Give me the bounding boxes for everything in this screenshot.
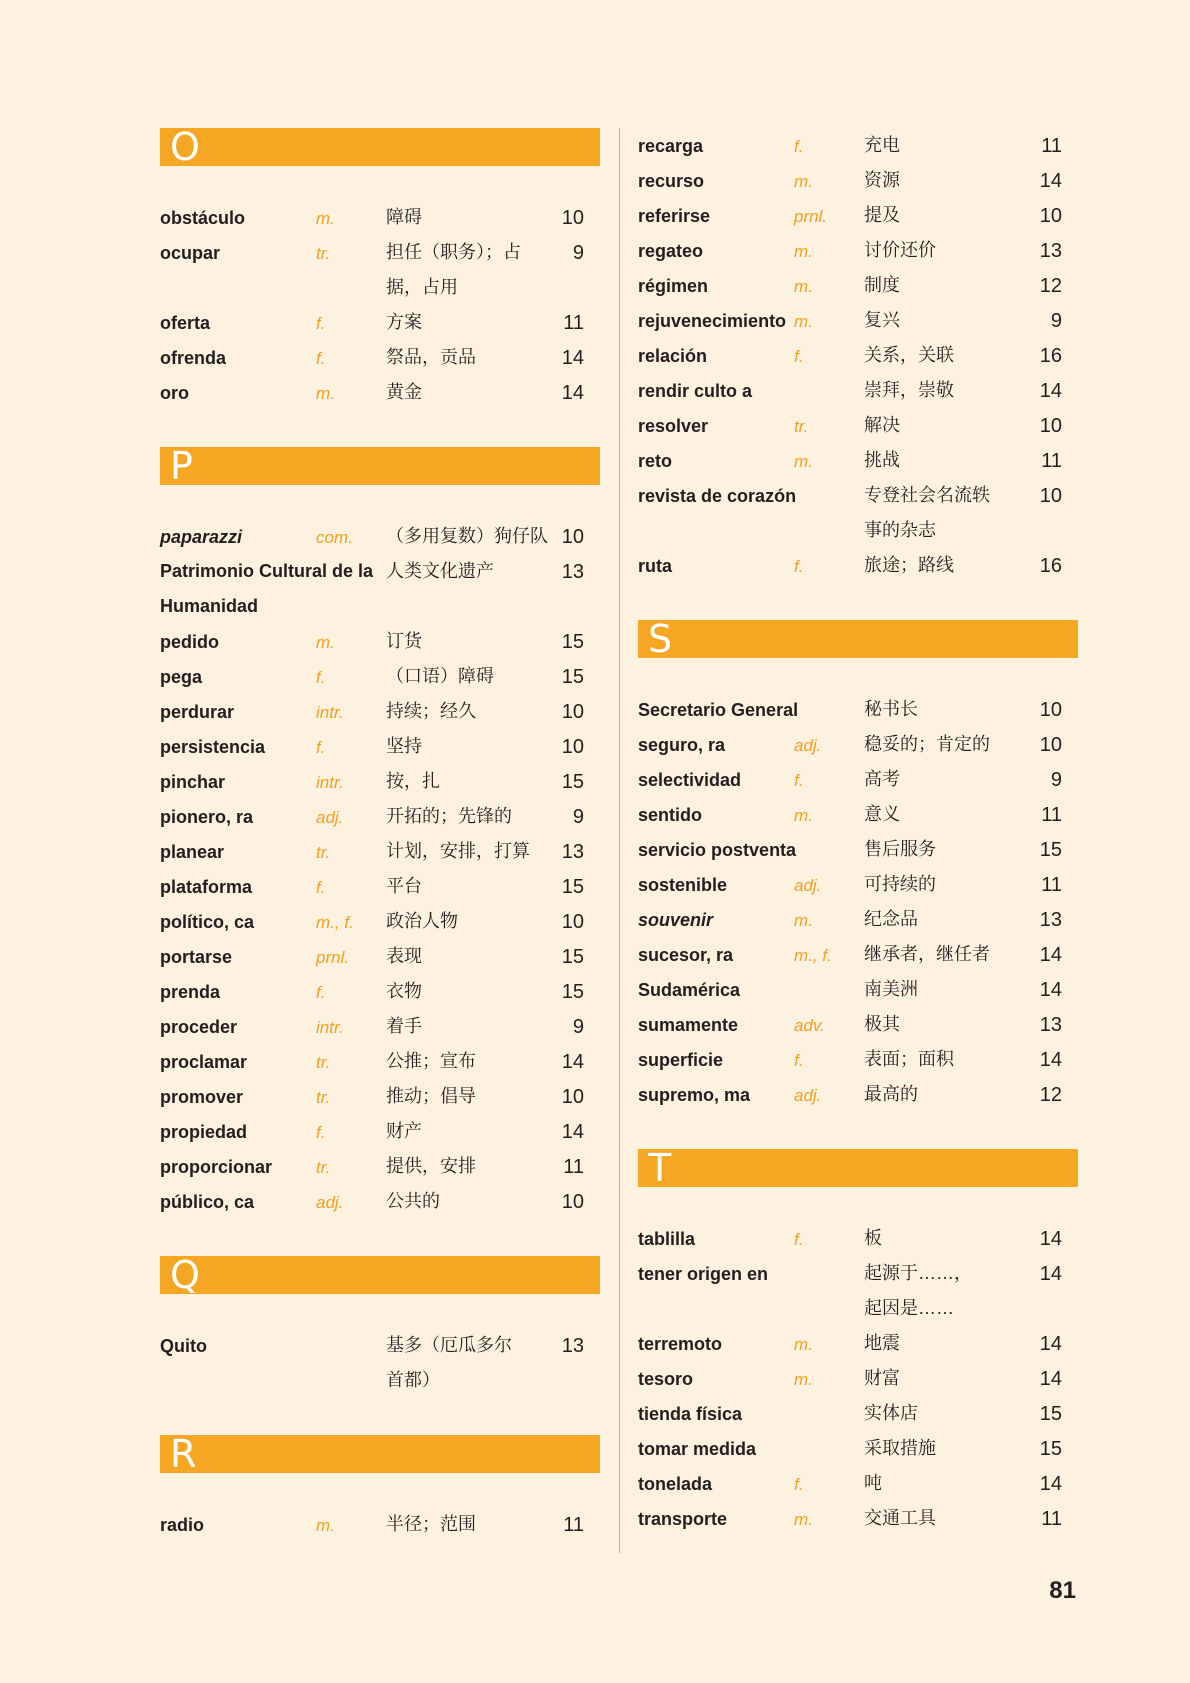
entry-unit: 13 bbox=[1039, 240, 1062, 262]
entry-unit: 10 bbox=[561, 911, 584, 933]
entry-translation: 着手 bbox=[386, 1016, 422, 1036]
entry-unit: 14 bbox=[1039, 1333, 1062, 1355]
entry-word: resolver bbox=[638, 416, 709, 436]
entry-pos: f. bbox=[316, 878, 326, 897]
entry-word: sostenible bbox=[638, 875, 728, 895]
entry-pos: f. bbox=[316, 314, 326, 333]
entry-pos: f. bbox=[316, 983, 326, 1002]
entry-word: recurso bbox=[638, 171, 705, 191]
entry-word: perdurar bbox=[160, 702, 235, 722]
entry-word: oferta bbox=[160, 313, 211, 333]
entry-unit: 10 bbox=[561, 1086, 584, 1108]
section-letter: R bbox=[170, 1432, 197, 1476]
entry-translation: 人类文化遗产 bbox=[386, 561, 494, 581]
entry-unit: 10 bbox=[1039, 485, 1062, 507]
entry-translation: 专登社会名流轶事的杂志 bbox=[864, 485, 990, 540]
entry-unit: 13 bbox=[1039, 1014, 1062, 1036]
section-letter: Q bbox=[170, 1253, 200, 1297]
entry-pos: f. bbox=[794, 557, 804, 576]
entry-word: obstáculo bbox=[160, 208, 246, 228]
entry-word: tener origen en bbox=[638, 1264, 769, 1284]
entry-unit: 15 bbox=[561, 981, 584, 1003]
entry-translation: 制度 bbox=[864, 275, 900, 295]
entry-pos: tr. bbox=[316, 1088, 331, 1107]
entry-translation: 地震 bbox=[864, 1333, 900, 1353]
entry-unit: 10 bbox=[561, 736, 584, 758]
entry-unit: 14 bbox=[1039, 1368, 1062, 1390]
entry-word: plataforma bbox=[160, 877, 253, 897]
entry-translation: 崇拜，崇敬 bbox=[864, 380, 954, 400]
entry-translation: 板 bbox=[864, 1228, 882, 1248]
entry-word: supremo, ma bbox=[638, 1085, 751, 1105]
entry-word: propiedad bbox=[160, 1122, 248, 1142]
entry-pos: adj. bbox=[794, 1086, 822, 1105]
entry-pos: intr. bbox=[316, 703, 344, 722]
entry-pos: f. bbox=[316, 349, 326, 368]
entry-pos: tr. bbox=[316, 1158, 331, 1177]
entry-pos: m. bbox=[316, 384, 335, 403]
entry-pos: adv. bbox=[794, 1016, 825, 1035]
entry-unit: 11 bbox=[1041, 1508, 1062, 1530]
entry-pos: m. bbox=[316, 1516, 335, 1535]
entry-unit: 10 bbox=[561, 526, 584, 548]
section-header-r bbox=[160, 1432, 600, 1476]
entry-word: proclamar bbox=[160, 1052, 248, 1072]
entry-translation: 提及 bbox=[864, 205, 900, 225]
entry-word: superficie bbox=[638, 1050, 724, 1070]
entry-word: relación bbox=[638, 346, 708, 366]
entry-word: rendir culto a bbox=[638, 381, 753, 401]
section-header-t bbox=[638, 1146, 1078, 1190]
entry-translation: 障碍 bbox=[386, 207, 422, 227]
entry-pos: com. bbox=[316, 528, 353, 547]
entry-unit: 10 bbox=[561, 701, 584, 723]
entry-translation: 南美洲 bbox=[864, 979, 918, 999]
entry-word: seguro, ra bbox=[638, 735, 726, 755]
entry-word: tablilla bbox=[638, 1229, 696, 1249]
entry-pos: m. bbox=[794, 312, 813, 331]
entry-unit: 16 bbox=[1039, 345, 1062, 367]
entry-unit: 16 bbox=[1039, 555, 1062, 577]
entry-word: prenda bbox=[160, 982, 221, 1002]
entry-pos: m. bbox=[316, 209, 335, 228]
entry-translation: 坚持 bbox=[386, 736, 422, 756]
entry-translation: 表现 bbox=[386, 946, 422, 966]
entry-word: planear bbox=[160, 842, 225, 862]
entry-pos: f. bbox=[316, 1123, 326, 1142]
entry-word: portarse bbox=[160, 947, 233, 967]
entry-word: terremoto bbox=[638, 1334, 723, 1354]
entry-translation: 讨价还价 bbox=[864, 240, 936, 260]
entry-pos: m. bbox=[794, 1335, 813, 1354]
column-divider bbox=[619, 128, 620, 1553]
entry-unit: 15 bbox=[1039, 839, 1062, 861]
entry-unit: 15 bbox=[561, 876, 584, 898]
section-header-o bbox=[160, 125, 600, 169]
entry-pos: f. bbox=[794, 347, 804, 366]
entry-unit: 14 bbox=[1039, 1228, 1062, 1250]
entry-unit: 9 bbox=[1050, 310, 1062, 332]
entry-word: Sudamérica bbox=[638, 980, 741, 1000]
entry-unit: 14 bbox=[1039, 1263, 1062, 1285]
entry-translation: 高考 bbox=[864, 769, 900, 789]
entry-pos: f. bbox=[794, 137, 804, 156]
entry-pos: m. bbox=[794, 452, 813, 471]
entry-translation: （口语）障碍 bbox=[386, 666, 494, 686]
entry-unit: 15 bbox=[561, 631, 584, 653]
entry-translation: 吨 bbox=[864, 1473, 882, 1493]
entry-translation: 极其 bbox=[864, 1014, 900, 1034]
entry-word: tomar medida bbox=[638, 1439, 757, 1459]
entry-word: persistencia bbox=[160, 737, 266, 757]
entry-word: pedido bbox=[160, 632, 219, 652]
section-letter: S bbox=[648, 617, 673, 661]
section-letter: T bbox=[648, 1146, 672, 1190]
entry-pos: prnl. bbox=[794, 207, 828, 226]
entry-unit: 12 bbox=[1039, 1084, 1062, 1106]
entry-unit: 9 bbox=[572, 1016, 584, 1038]
entry-unit: 9 bbox=[1050, 769, 1062, 791]
entry-translation: 祭品，贡品 bbox=[386, 347, 476, 367]
entry-translation: 充电 bbox=[864, 135, 900, 155]
entry-unit: 15 bbox=[561, 771, 584, 793]
entry-unit: 14 bbox=[1039, 979, 1062, 1001]
entry-pos: m. bbox=[794, 172, 813, 191]
entry-pos: adj. bbox=[316, 1193, 344, 1212]
entry-word: pionero, ra bbox=[160, 807, 254, 827]
entry-unit: 10 bbox=[561, 1191, 584, 1213]
entry-pos: intr. bbox=[316, 1018, 344, 1037]
entry-translation: 财产 bbox=[386, 1121, 422, 1141]
entry-word: referirse bbox=[638, 206, 711, 226]
entry-word: selectividad bbox=[638, 770, 742, 790]
entry-unit: 10 bbox=[1039, 205, 1062, 227]
entry-word: Patrimonio Cultural de la Humanidad bbox=[160, 561, 374, 616]
entry-unit: 10 bbox=[1039, 415, 1062, 437]
entry-word: régimen bbox=[638, 276, 709, 296]
entry-translation: 继承者，继任者 bbox=[864, 944, 990, 964]
entry-unit: 14 bbox=[1039, 944, 1062, 966]
entry-word: reto bbox=[638, 451, 673, 471]
entry-translation: 订货 bbox=[386, 631, 422, 651]
entry-translation: 提供，安排 bbox=[386, 1156, 476, 1176]
entry-word: transporte bbox=[638, 1509, 728, 1529]
entry-unit: 14 bbox=[1039, 170, 1062, 192]
entry-translation: 实体店 bbox=[864, 1403, 918, 1423]
entry-translation: 挑战 bbox=[864, 450, 900, 470]
entry-pos: m. bbox=[316, 633, 335, 652]
entry-pos: f. bbox=[316, 668, 326, 687]
entry-unit: 9 bbox=[572, 806, 584, 828]
entry-word: tienda física bbox=[638, 1404, 743, 1424]
entry-pos: m. bbox=[794, 806, 813, 825]
entry-word: revista de corazón bbox=[638, 486, 797, 506]
entry-translation: 秘书长 bbox=[864, 699, 918, 719]
entry-word: ocupar bbox=[160, 243, 221, 263]
entry-translation: 表面；面积 bbox=[864, 1049, 954, 1069]
entry-translation: 财富 bbox=[864, 1368, 900, 1388]
entry-unit: 9 bbox=[572, 242, 584, 264]
entry-translation: 复兴 bbox=[864, 310, 900, 330]
entry-pos: tr. bbox=[316, 843, 331, 862]
entry-word: oro bbox=[160, 383, 189, 403]
entry-unit: 11 bbox=[1041, 135, 1062, 157]
entry-word: proceder bbox=[160, 1017, 238, 1037]
entry-translation: 意义 bbox=[864, 804, 900, 824]
entry-translation: （多用复数）狗仔队 bbox=[386, 526, 548, 546]
section-header-q bbox=[160, 1253, 600, 1297]
entry-translation: 基多（厄瓜多尔首都） bbox=[386, 1335, 512, 1390]
entry-unit: 14 bbox=[1039, 380, 1062, 402]
entry-unit: 14 bbox=[561, 1121, 584, 1143]
entry-pos: m., f. bbox=[316, 913, 354, 932]
entry-pos: m. bbox=[794, 277, 813, 296]
entry-pos: adj. bbox=[794, 876, 822, 895]
entry-unit: 10 bbox=[1039, 699, 1062, 721]
entry-pos: adj. bbox=[316, 808, 344, 827]
entry-unit: 10 bbox=[561, 207, 584, 229]
entry-pos: intr. bbox=[316, 773, 344, 792]
entry-word: servicio postventa bbox=[638, 840, 797, 860]
entry-translation: 开拓的；先锋的 bbox=[386, 806, 512, 826]
entry-translation: 公推；宣布 bbox=[386, 1051, 476, 1071]
entry-unit: 14 bbox=[561, 347, 584, 369]
entry-translation: 推动；倡导 bbox=[386, 1086, 476, 1106]
entry-pos: m., f. bbox=[794, 946, 832, 965]
entry-unit: 15 bbox=[561, 946, 584, 968]
page-number: 81 bbox=[1049, 1577, 1076, 1604]
entry-pos: f. bbox=[794, 1230, 804, 1249]
entry-unit: 10 bbox=[1039, 734, 1062, 756]
entry-translation: 公共的 bbox=[386, 1191, 440, 1211]
section-letter: P bbox=[170, 444, 193, 488]
entry-unit: 11 bbox=[563, 1156, 584, 1178]
entry-unit: 13 bbox=[561, 561, 584, 583]
entry-pos: f. bbox=[794, 1475, 804, 1494]
entry-word: pinchar bbox=[160, 772, 226, 792]
entry-word: radio bbox=[160, 1515, 205, 1535]
entry-translation: 方案 bbox=[386, 312, 422, 332]
entry-pos: f. bbox=[316, 738, 326, 757]
entry-translation: 可持续的 bbox=[864, 874, 936, 894]
entry-translation: 计划，安排，打算 bbox=[386, 841, 530, 861]
section-letter: O bbox=[170, 125, 200, 169]
entry-translation: 平台 bbox=[386, 876, 422, 896]
entry-unit: 11 bbox=[563, 312, 584, 334]
entry-word: político, ca bbox=[160, 912, 255, 932]
entry-pos: tr. bbox=[794, 417, 809, 436]
entry-translation: 售后服务 bbox=[864, 839, 936, 859]
entry-translation: 按，扎 bbox=[386, 771, 440, 791]
entry-word: tesoro bbox=[638, 1369, 694, 1389]
entry-translation: 解决 bbox=[864, 415, 900, 435]
entry-word: rejuvenecimiento bbox=[638, 311, 787, 331]
entry-word: Quito bbox=[160, 1336, 207, 1356]
entry-unit: 14 bbox=[561, 1051, 584, 1073]
entry-unit: 15 bbox=[561, 666, 584, 688]
entry-translation: 政治人物 bbox=[386, 911, 458, 931]
section-header-p bbox=[160, 444, 600, 488]
entry-pos: prnl. bbox=[316, 948, 350, 967]
entry-word: regateo bbox=[638, 241, 704, 261]
entry-word: ruta bbox=[638, 556, 673, 576]
entry-pos: f. bbox=[794, 771, 804, 790]
entry-unit: 15 bbox=[1039, 1403, 1062, 1425]
entry-translation: 持续；经久 bbox=[386, 701, 476, 721]
entry-word: paparazzi bbox=[160, 527, 243, 547]
entry-translation: 担任（职务）；占据，占用 bbox=[386, 242, 521, 297]
entry-unit: 14 bbox=[561, 382, 584, 404]
entry-translation: 最高的 bbox=[864, 1084, 918, 1104]
entry-unit: 13 bbox=[1039, 909, 1062, 931]
entry-translation: 半径；范围 bbox=[386, 1514, 476, 1534]
entry-word: promover bbox=[160, 1087, 244, 1107]
entry-unit: 11 bbox=[563, 1514, 584, 1536]
entry-translation: 衣物 bbox=[386, 981, 422, 1001]
entry-unit: 13 bbox=[561, 841, 584, 863]
entry-pos: tr. bbox=[316, 1053, 331, 1072]
entry-translation: 稳妥的；肯定的 bbox=[864, 734, 990, 754]
entry-pos: tr. bbox=[316, 244, 331, 263]
entry-pos: m. bbox=[794, 1370, 813, 1389]
entry-translation: 资源 bbox=[864, 170, 900, 190]
entry-unit: 11 bbox=[1041, 450, 1062, 472]
entry-word: sentido bbox=[638, 805, 703, 825]
entry-word: ofrenda bbox=[160, 348, 227, 368]
entry-pos: f. bbox=[794, 1051, 804, 1070]
entry-unit: 12 bbox=[1039, 275, 1062, 297]
entry-word: proporcionar bbox=[160, 1157, 273, 1177]
entry-translation: 关系，关联 bbox=[864, 345, 954, 365]
entry-translation: 旅途；路线 bbox=[864, 555, 954, 575]
entry-pos: adj. bbox=[794, 736, 822, 755]
entry-word: sumamente bbox=[638, 1015, 739, 1035]
entry-translation: 采取措施 bbox=[864, 1438, 936, 1458]
entry-word: souvenir bbox=[638, 910, 714, 930]
entry-translation: 交通工具 bbox=[864, 1508, 936, 1528]
entry-word: Secretario General bbox=[638, 700, 799, 720]
entry-pos: m. bbox=[794, 911, 813, 930]
entry-word: pega bbox=[160, 667, 203, 687]
entry-word: sucesor, ra bbox=[638, 945, 734, 965]
section-header-s bbox=[638, 617, 1078, 661]
entry-unit: 14 bbox=[1039, 1049, 1062, 1071]
entry-unit: 11 bbox=[1041, 804, 1062, 826]
entry-pos: m. bbox=[794, 1510, 813, 1529]
entry-unit: 14 bbox=[1039, 1473, 1062, 1495]
entry-word: público, ca bbox=[160, 1192, 255, 1212]
entry-translation: 黄金 bbox=[386, 382, 422, 402]
entry-unit: 11 bbox=[1041, 874, 1062, 896]
entry-word: tonelada bbox=[638, 1474, 713, 1494]
entry-translation: 纪念品 bbox=[864, 909, 918, 929]
entry-word: recarga bbox=[638, 136, 704, 156]
entry-translation: 起源于……，起因是…… bbox=[864, 1263, 972, 1318]
entry-pos: m. bbox=[794, 242, 813, 261]
entry-unit: 15 bbox=[1039, 1438, 1062, 1460]
entry-unit: 13 bbox=[561, 1335, 584, 1357]
